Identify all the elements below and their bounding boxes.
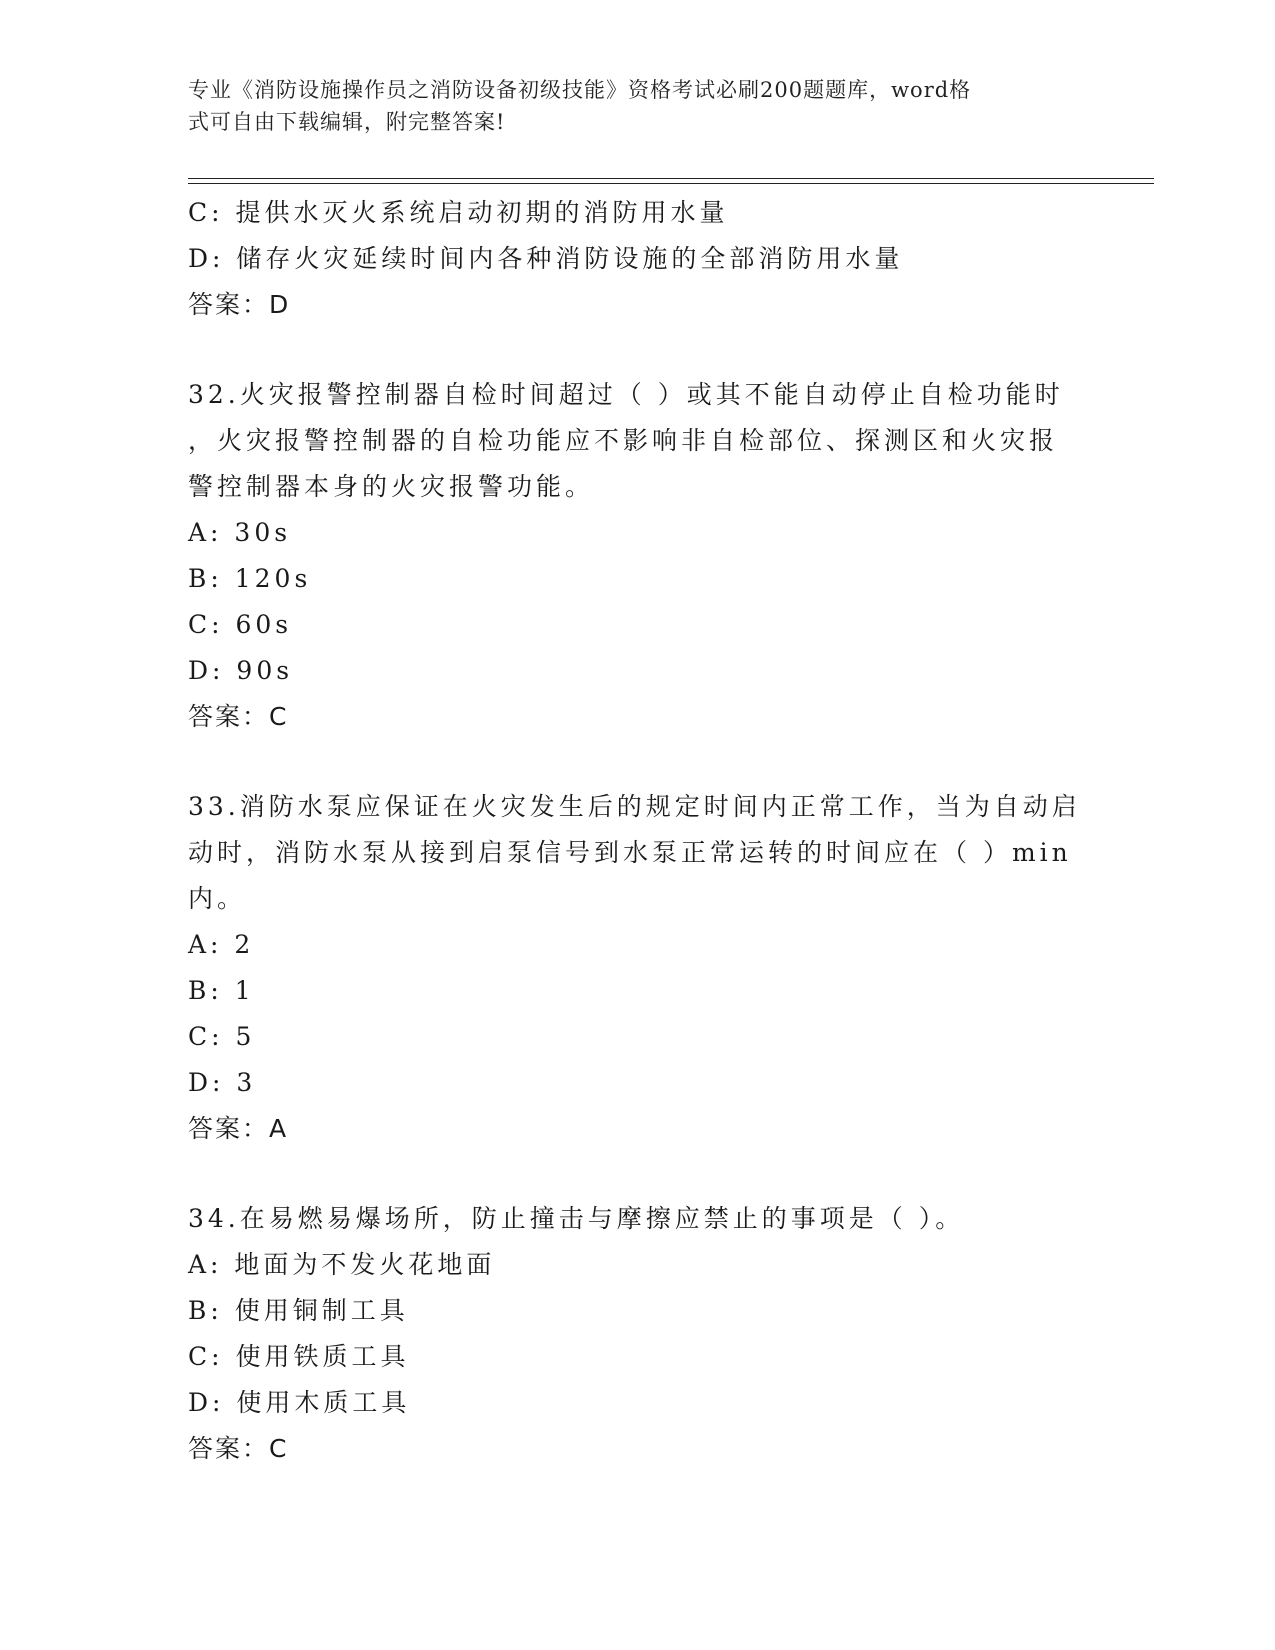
question-33 bbox=[188, 784, 1088, 1152]
option-c: C: 5 bbox=[188, 1022, 256, 1051]
document-header bbox=[188, 74, 1068, 138]
option-b: B: 使用铜制工具 bbox=[188, 1296, 409, 1325]
answer-label: 答案：C bbox=[188, 1434, 289, 1463]
option-d: D: 使用木质工具 bbox=[188, 1388, 411, 1417]
question-32 bbox=[188, 372, 1088, 740]
header-line-2: 式可自由下载编辑，附完整答案! bbox=[188, 110, 506, 134]
option-b: B: 120s bbox=[188, 564, 312, 593]
answer-label: 答案：C bbox=[188, 702, 289, 731]
option-d: D: 90s bbox=[188, 656, 294, 685]
question-text-line: 内。 bbox=[188, 884, 247, 913]
question-text-line: 32.火灾报警控制器自检时间超过（ ）或其不能自动停止自检功能时 bbox=[188, 380, 1064, 409]
spacer bbox=[188, 328, 1088, 372]
question-text-line: 动时，消防水泵从接到启泵信号到水泵正常运转的时间应在（ ）min bbox=[188, 838, 1072, 867]
question-text-line: ，火灾报警控制器的自检功能应不影响非自检部位、探测区和火灾报 bbox=[188, 426, 1059, 455]
option-c: C: 提供水灭火系统启动初期的消防用水量 bbox=[188, 198, 729, 227]
question-list bbox=[188, 190, 1088, 1472]
option-c: C: 60s bbox=[188, 610, 293, 639]
answer-label: 答案：A bbox=[188, 1114, 289, 1143]
option-d: D: 储存火灾延续时间内各种消防设施的全部消防用水量 bbox=[188, 244, 904, 273]
spacer bbox=[188, 1152, 1088, 1196]
question-text-line: 33.消防水泵应保证在火灾发生后的规定时间内正常工作，当为自动启 bbox=[188, 792, 1081, 821]
option-c: C: 使用铁质工具 bbox=[188, 1342, 410, 1371]
option-d: D: 3 bbox=[188, 1068, 257, 1097]
option-a: A: 2 bbox=[188, 930, 255, 959]
question-34 bbox=[188, 1196, 1088, 1472]
option-a: A: 30s bbox=[188, 518, 292, 547]
option-a: A: 地面为不发火花地面 bbox=[188, 1250, 496, 1279]
header-divider-bottom bbox=[188, 183, 1154, 184]
question-text-line: 警控制器本身的火灾报警功能。 bbox=[188, 472, 595, 501]
header-divider-top bbox=[188, 178, 1154, 179]
option-b: B: 1 bbox=[188, 976, 255, 1005]
header-line-1: 专业《消防设施操作员之消防设备初级技能》资格考试必刷200题题库，word格 bbox=[188, 78, 972, 102]
spacer bbox=[188, 740, 1088, 784]
question-text-line: 34.在易燃易爆场所，防止撞击与摩擦应禁止的事项是（ ）。 bbox=[188, 1204, 965, 1233]
prev-question-block bbox=[188, 190, 1088, 328]
answer-label: 答案：D bbox=[188, 290, 291, 319]
